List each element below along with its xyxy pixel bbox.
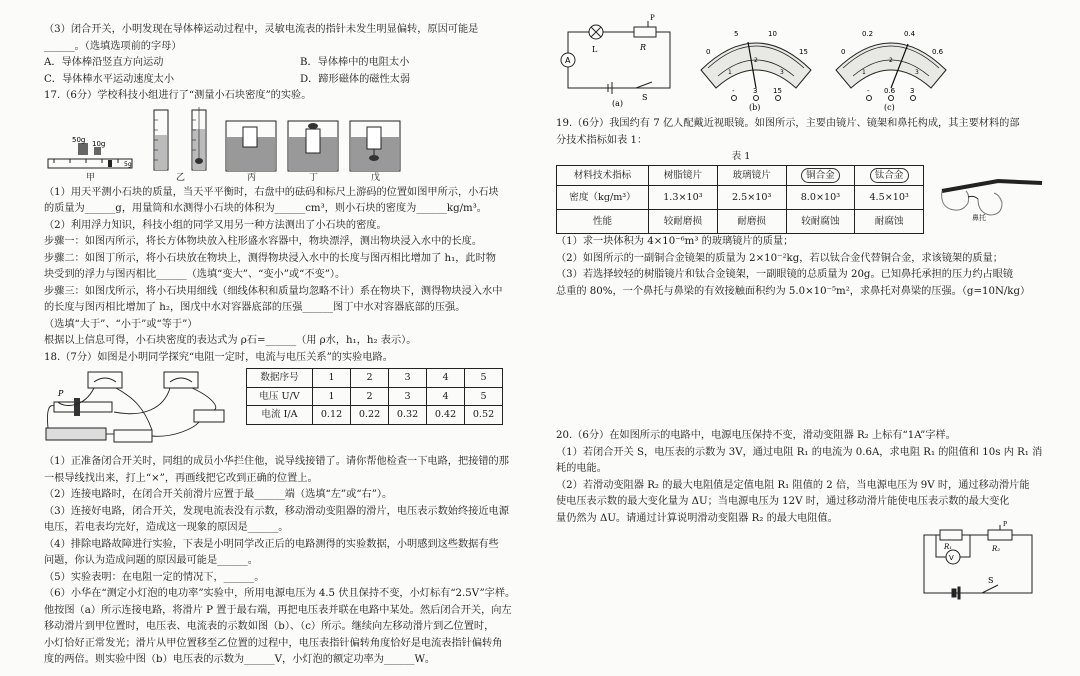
q19-1: （1）求一块体积为 4×10⁻⁶m³ 的玻璃镜片的质量； [556, 236, 794, 248]
am-inner-3: 3 [915, 69, 919, 76]
q16-3-line1: （3）闭合开关，小明发现在导体棒运动过程中，灵敏电流表的指针未发生明显偏转，原因可能是 [44, 24, 479, 35]
q18-circuit-photo [44, 368, 234, 452]
voltmeter-icon [88, 372, 122, 388]
q18-4a: （4）排除电路故障进行实验，下表是小明同学改正后的电路测得的实验数据，小明感到这些数据有些 [44, 538, 499, 550]
vm-tick-15: 15 [799, 48, 808, 56]
table-cell: 0.52 [465, 406, 503, 425]
ammeter-icon [164, 372, 198, 388]
q19-table-row [556, 165, 1056, 235]
q18-data-table [246, 368, 503, 425]
q17-step3c: （选填“大于”、“小于”或“等于”） [44, 318, 198, 330]
table-cell: 密度（kg/m³） [557, 186, 649, 210]
table-cell: 2.5×10³ [717, 186, 786, 210]
q18-figure-row [44, 368, 536, 454]
q17-step2b: 块受到的浮力与图丙相比______（选填“变大”、“变小”或“不变”）。 [44, 269, 346, 281]
q20-2a: （2）若滑动变阻器 R₂ 的最大电阻值是定值电阻 R₁ 阻值的 2 倍，当电源电压为 9V 时，通过移动滑片能 [556, 479, 1030, 491]
fig-label-c: (c) [884, 103, 895, 112]
q18-3b: 电压，若电表均完好，造成这一现象的原因是______。 [44, 522, 289, 534]
rheostat-r-icon [634, 27, 656, 37]
q17-figure-labels [44, 171, 536, 185]
table-cell: 2 [351, 369, 389, 388]
table-row [247, 406, 503, 425]
table-cell: 性能 [557, 210, 649, 234]
vm-term-neg: - [732, 87, 735, 95]
circuit-a-switch-label: S [642, 93, 648, 102]
weight-10g-label: 10g [92, 139, 106, 148]
table-cell: 1 [313, 387, 351, 406]
fig-label-bing: 丙 [247, 172, 257, 183]
slider-p-label: P [58, 389, 64, 399]
switch-s-icon [636, 82, 652, 88]
containers-figure [226, 121, 400, 171]
vm-inner-3: 3 [780, 69, 784, 76]
fig-label-yi: 乙 [176, 172, 186, 183]
q20-1b: 耗的电能。 [556, 463, 607, 475]
q17-1a: （1）用天平测小石块的质量，当天平平衡时，右盘中的砝码和标尺上游码的位置如图甲所示，小石块 [44, 186, 499, 198]
table-row [557, 210, 924, 234]
table-cell: 4 [427, 369, 465, 388]
spacer [556, 300, 1056, 428]
q16-option-d: D．蹄形磁体的磁性太弱 [300, 73, 411, 85]
circuit-a-p-label: P [650, 14, 655, 22]
left-column [44, 22, 536, 669]
switch-icon [194, 410, 224, 422]
table-cell: 3 [389, 369, 427, 388]
q20-2b: 使电压表示数的最大变化量为 ΔU；当电源电压为 12V 时，通过移动滑片能使电压表示数的最大变化 [556, 496, 1010, 508]
rheostat-icon [54, 402, 112, 412]
weight-10g-icon [94, 147, 101, 155]
table-cell: 数据序号 [247, 369, 313, 388]
weight-50g-icon [78, 143, 88, 155]
table-cell: 0.22 [351, 406, 389, 425]
q19-b: 分技术指标如表 1： [556, 134, 648, 146]
circuit20-p-label: P [1003, 521, 1008, 529]
q18-6c: 移动滑片到甲位置时，电压表、电流表的示数如图（b）、（c）所示。继续向左移动滑片到乙位置时， [44, 621, 495, 633]
table-cell: 8.0×10³ [786, 186, 855, 210]
q20-2c: 量仍然为 ΔU。请通过计算说明滑动变阻器 R₂ 的最大电阻值。 [556, 512, 838, 524]
meters-figure-svg [556, 14, 1056, 112]
balance-scale-figure [48, 136, 132, 168]
rider-scale-icon [48, 159, 132, 168]
table-cell: 5 [465, 369, 503, 388]
vm-tick-0: 0 [706, 48, 711, 56]
q20-a: 20.（6分）在如图所示的电路中，电源电压保持不变，滑动变阻器 R₂ 上标有“1A”字样。 [556, 430, 956, 442]
fig-label-jia: 甲 [86, 172, 96, 183]
q16-option-b: B．导体棒中的电阻太小 [300, 57, 410, 69]
q17-step3b: 的长度与图丙相比增加了 h₂，图戊中水对容器底部的压强______图丁中水对容器底部的压强。 [44, 302, 466, 314]
q17-1b: 的质量为______g，用量筒和水测得小石块的体积为______cm³，则小石块的密度为______kg/m³。 [44, 203, 487, 215]
q16-options [44, 55, 536, 88]
right-column [556, 14, 1056, 601]
scale-end-label: 5g [124, 160, 132, 168]
q20-circuit [556, 521, 1056, 601]
q16-3-line2: ______。（选填选项前的字母） [44, 40, 182, 52]
q19-2: （2）如图所示的一副铜合金镜架的质量为 2×10⁻²kg，若以钛合金代替铜合金，求该镜架的质量； [556, 252, 1003, 264]
table-header-cell [855, 165, 924, 186]
table-header-row [557, 165, 924, 186]
circuit-a-ammeter-label: A [565, 56, 571, 65]
table-cell: 耐磨损 [717, 210, 786, 234]
q18-3a: （3）连接好电路，闭合开关，发现电流表没有示数，移动滑动变阻器的滑片，电压表示数始终接近电源 [44, 505, 509, 517]
table1-title: 表 1 [731, 151, 751, 163]
circuit-a-lamp-label: L [592, 45, 598, 54]
table-cell: 0.42 [427, 406, 465, 425]
q17-step3a: 步骤三：如图戊所示，将小石块用细线（细线体积和质量均忽略不计）系在物块下，测得物块浸入水中 [44, 285, 503, 297]
vm-tick-10: 10 [768, 30, 777, 38]
q17-3: 根据以上信息可得，小石块密度的表达式为 ρ石=______（用 ρ水，h₁，h₂ 表示）。 [44, 335, 417, 347]
am-inner-2: 2 [889, 57, 893, 64]
table-cell: 较耐腐蚀 [786, 210, 855, 234]
r1-icon [940, 530, 962, 540]
circuit20-s-label: S [988, 576, 994, 586]
switch-s20-icon [982, 585, 998, 593]
am-term-neg: - [867, 87, 870, 95]
circled-header: 钛合金 [870, 168, 909, 183]
am-tick-06: 0.6 [932, 48, 944, 56]
am-tick-04: 0.4 [904, 30, 916, 38]
am-tick-02: 0.2 [862, 30, 874, 38]
table-cell: 较耐磨损 [649, 210, 718, 234]
table-cell: 0.32 [389, 406, 427, 425]
table-cell: 0.12 [313, 406, 351, 425]
table-cell: 电压 U/V [247, 387, 313, 406]
table-cell: 1 [313, 369, 351, 388]
q18-6e: 度的两倍。则实验中图（b）电压表的示数为______V，小灯泡的额定功率为______W。 [44, 654, 436, 666]
q17-title: 17.（6分）学校科技小组进行了“测量小石块密度”的实验。 [44, 90, 312, 102]
table-header-cell: 树脂镜片 [649, 165, 718, 186]
table-header-row [247, 369, 503, 388]
table-cell: 4 [427, 387, 465, 406]
am-inner-1: 1 [862, 69, 866, 76]
q17-figures [44, 105, 536, 185]
table-cell: 电流 I/A [247, 406, 313, 425]
table-cell: 2 [351, 387, 389, 406]
q18-6b: 他按图（a）所示连接电路，将滑片 P 置于最右端，再把电压表并联在电路中某处。然后闭合开关，向左 [44, 604, 512, 616]
r2-icon [988, 530, 1012, 540]
table-cell: 5 [465, 387, 503, 406]
weight-50g-label: 50g [72, 135, 86, 144]
glasses-icon [938, 169, 1048, 229]
q18-4b: 问题，你认为造成问题的原因最可能是______。 [44, 555, 258, 567]
q17-step1: 步骤一：如图丙所示，将长方体物块放入柱形盛水容器中，物块漂浮，测出物块浸入水中的长度。 [44, 236, 483, 248]
fig-label-a: (a) [612, 99, 624, 108]
am-tick-0: 0 [841, 48, 846, 56]
q18-1b: 一根导线找出来，打上“×”，再画线把它改到正确的位置上。 [44, 472, 318, 484]
table-cell: 3 [389, 387, 427, 406]
table-cell: 耐腐蚀 [855, 210, 924, 234]
am-term-06: 0.6 [884, 87, 896, 95]
vm-term-3: 3 [753, 87, 758, 95]
q16-option-a: A．导体棒沿竖直方向运动 [44, 57, 164, 69]
q20-circuit-svg [556, 521, 1056, 601]
q19-a: 19.（6分）我国约有 7 亿人配戴近视眼镜。如图所示，主要由镜片、镜架和鼻托构成，其主要材料的部 [556, 118, 1020, 129]
table-cell: 4.5×10³ [855, 186, 924, 210]
vm-inner-2: 2 [754, 57, 758, 64]
circuit20-r1-label: R₁ [944, 543, 953, 552]
circuit20-r2-label: R₂ [992, 545, 1001, 554]
q18-6a: （6）小华在“测定小灯泡的电功率”实验中，所用电源电压为 4.5 伏且保持不变，小灯标有“2.5V”字样。 [44, 588, 516, 600]
vm-inner-1: 1 [728, 69, 732, 76]
q18-6d: 小灯恰好正常发光；滑片从甲位置移至乙位置的过程中，电压表指针偏转角度恰好是电流表指针偏转角 [44, 637, 503, 649]
table-cell: 1.3×10³ [649, 186, 718, 210]
table-row [557, 186, 924, 210]
table-header-cell [786, 165, 855, 186]
resistor-icon [114, 430, 152, 442]
glasses-figure [938, 169, 1048, 229]
table-header-cell: 材料技术指标 [557, 165, 649, 186]
table-header-cell: 玻璃镜片 [717, 165, 786, 186]
fig-label-ding: 丁 [309, 172, 319, 183]
table-row [247, 387, 503, 406]
nose-pad-label: 鼻托 [972, 214, 986, 223]
q18-2: （2）连接电路时，在闭合开关前滑片应置于最______端（选填“左”或“右”）。 [44, 489, 393, 501]
circuit-a [561, 21, 670, 94]
fig-label-b: (b) [749, 103, 761, 112]
vm-tick-5: 5 [734, 30, 739, 38]
circuit-a-r-label: R [640, 43, 647, 52]
am-term-3: 3 [910, 87, 915, 95]
q19-3b: 总重的 80%，一个鼻托与鼻梁的有效接触面积约为 5.0×10⁻⁵m²，求鼻托对鼻梁的压强。（g=10N/kg） [556, 285, 1031, 297]
q20-1a: （1）若闭合开关 S，电压表的示数为 3V，通过电阻 R₁ 的电流为 0.6A，求电阻 R₁ 的阻值和 10s 内 R₁ 消 [556, 446, 1043, 458]
vm-term-15: 15 [773, 87, 782, 95]
q18-6-figures [556, 14, 1056, 112]
q18-title: 18.（7分）如图是小明同学探究“电阻一定时，电流与电压关系”的实验电路。 [44, 351, 393, 363]
battery-icon [46, 428, 106, 440]
material-table [556, 165, 924, 235]
q16-option-c: C．导体棒水平运动速度太小 [44, 73, 175, 85]
fig-label-wu: 戊 [371, 172, 381, 183]
circled-header: 铜合金 [801, 168, 840, 183]
graduated-cylinders-figure [154, 107, 206, 170]
q17-2: （2）利用浮力知识，科技小组的同学又用另一种方法测出了小石块的密度。 [44, 219, 387, 231]
q18-5: （5）实验表明：在电阻一定的情况下，______。 [44, 571, 265, 583]
q19-3a: （3）若选择较轻的树脂镜片和钛合金镜架，一副眼镜的总质量为 20g。已知鼻托承担的压力约占眼镜 [556, 269, 1014, 281]
q17-step2a: 步骤二：如图丁所示，将小石块放在物块上，测得物块浸入水中的长度与图丙相比增加了 h₁，此时物 [44, 252, 496, 264]
q18-1a: （1）正准备闭合开关时，同组的成员小华拦住他，说导线接错了。请你帮他检查一下电路，把接错的那 [44, 456, 509, 468]
circuit20-v-label: V [949, 554, 954, 563]
